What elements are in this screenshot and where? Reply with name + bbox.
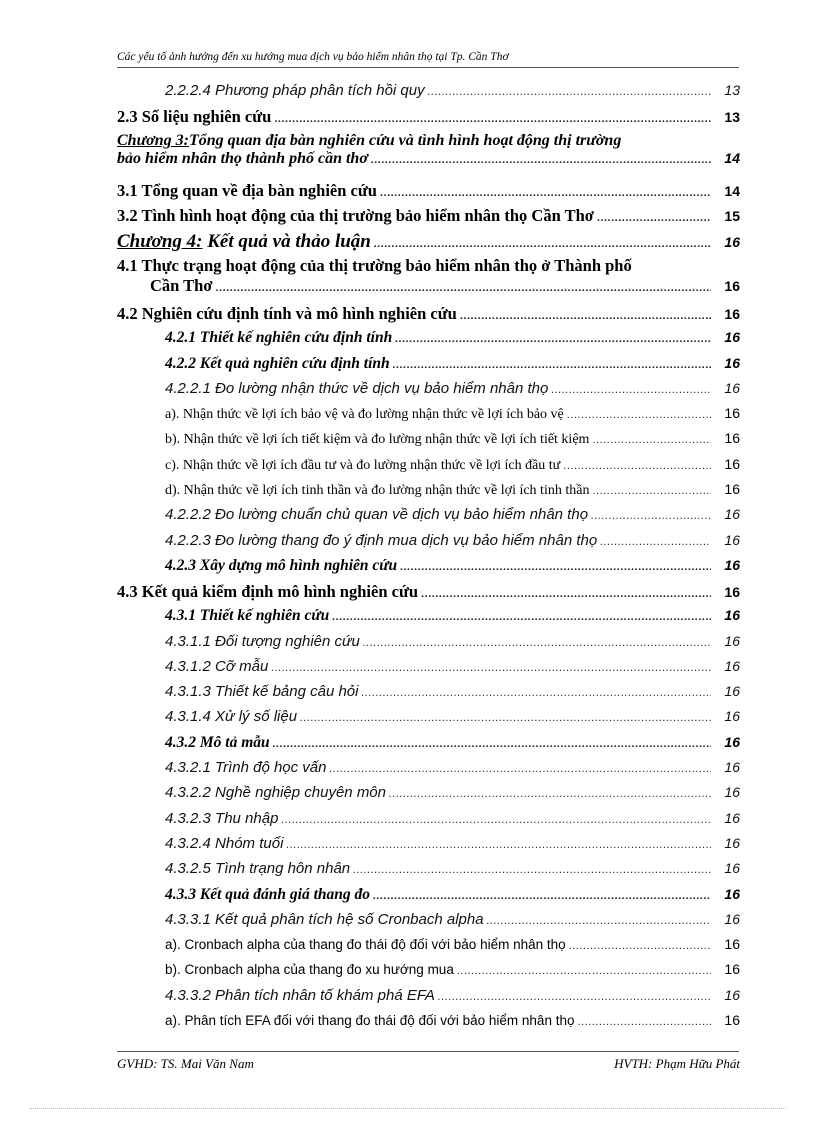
- dot-leader: [389, 788, 711, 800]
- toc-entry[interactable]: [117, 355, 740, 380]
- toc-entry[interactable]: [117, 658, 740, 683]
- toc-page-number: 16: [724, 860, 740, 877]
- toc-entry-label: d). Nhận thức về lợi ích tinh thần và đo lường nhận thức về lợi ích tinh thần: [165, 483, 590, 499]
- toc-page-number: 16: [724, 329, 740, 346]
- dot-leader: [374, 238, 711, 250]
- dot-leader: [400, 561, 711, 573]
- dot-leader: [597, 212, 711, 224]
- dot-leader: [591, 510, 711, 522]
- chapter-title: Tổng quan địa bàn nghiên cứu và tình hình hoạt động thị trường: [188, 132, 622, 150]
- toc-entry[interactable]: [117, 107, 740, 132]
- toc-entry[interactable]: [117, 231, 740, 256]
- toc-entry[interactable]: [117, 835, 740, 860]
- toc-entry[interactable]: [117, 708, 740, 733]
- toc-page-number: 16: [724, 733, 740, 750]
- toc-entry[interactable]: [117, 784, 740, 809]
- dot-leader: [373, 890, 711, 902]
- toc-page-number: 16: [724, 910, 740, 927]
- toc-page-number: 14: [724, 183, 740, 200]
- toc-page-number: 16: [724, 481, 740, 498]
- toc-page-number: 13: [724, 109, 740, 126]
- toc-entry[interactable]: [117, 82, 740, 107]
- toc-page-number: 16: [724, 885, 740, 902]
- toc-entry[interactable]: [117, 329, 740, 354]
- toc-page-number: 16: [724, 632, 740, 649]
- dot-leader: [592, 485, 711, 497]
- toc-entry-label: 3.2 Tình hình hoạt động của thị trường bảo hiểm nhân thọ Cần Thơ: [117, 206, 594, 226]
- toc-entry[interactable]: [117, 557, 740, 582]
- chapter-title-cont: bảo hiểm nhân thọ thành phố cần thơ: [117, 150, 368, 168]
- section-title: 4.1 Thực trạng hoạt động của thị trường bảo hiểm nhân thọ ở Thành phố: [117, 256, 632, 276]
- toc-entry-label: 4.3.2 Mô tả mẫu: [165, 733, 270, 751]
- toc-entry-label: 4.3.1 Thiết kế nghiên cứu: [165, 607, 330, 625]
- toc-entry-label: 4.3.1.1 Đối tượng nghiên cứu: [165, 632, 360, 650]
- toc-entry[interactable]: [117, 532, 740, 557]
- toc-entry[interactable]: [117, 683, 740, 708]
- toc-page-number: 16: [724, 531, 740, 548]
- toc-entry[interactable]: [117, 734, 740, 759]
- dot-leader: [300, 712, 711, 724]
- toc-page-number: 16: [724, 986, 740, 1003]
- toc-entry-label: 4.3.2.2 Nghề nghiệp chuyên môn: [165, 784, 386, 802]
- toc-entry-label: 4.3 Kết quả kiểm định mô hình nghiên cứu: [117, 582, 419, 602]
- header-divider: [117, 67, 739, 68]
- toc-entry[interactable]: [117, 430, 740, 455]
- toc-page-number: 16: [724, 455, 740, 472]
- toc-page-number: 13: [724, 82, 740, 98]
- toc-entry[interactable]: [117, 304, 740, 329]
- toc-page-number: 16: [724, 961, 740, 978]
- toc-page-number: 16: [724, 1012, 740, 1029]
- toc-page-number: 16: [724, 556, 740, 573]
- dot-leader: [271, 662, 711, 674]
- dot-leader: [457, 965, 711, 977]
- page-edge: [30, 1108, 786, 1109]
- toc-page-number: 16: [724, 657, 740, 674]
- toc-page-number: 16: [724, 430, 740, 447]
- dot-leader: [600, 536, 711, 548]
- dot-leader: [577, 1016, 711, 1028]
- toc-entry-label: 2.2.2.4 Phương pháp phân tích hồi quy: [165, 82, 425, 99]
- toc-entry-label: a). Nhận thức về lợi ích bảo vệ và đo lường nhận thức về lợi ích bảo vệ: [165, 407, 564, 423]
- toc-entry-label: b). Cronbach alpha của thang đo xu hướng mua: [165, 962, 454, 978]
- toc-entry-label: 4.3.2.3 Thu nhập: [165, 809, 279, 827]
- section-title-cont: Cần Thơ: [150, 276, 213, 296]
- dot-leader: [563, 460, 711, 472]
- toc-entry[interactable]: [117, 987, 740, 1012]
- dot-leader: [487, 915, 711, 927]
- toc-entry[interactable]: [117, 911, 740, 936]
- chapter-number: Chương 3:: [117, 132, 189, 150]
- dot-leader: [460, 310, 711, 322]
- toc-page-number: 16: [724, 834, 740, 851]
- toc-entry[interactable]: [117, 506, 740, 531]
- dot-leader: [363, 637, 711, 649]
- toc-entry-label: 4.3.2.1 Trình độ học vấn: [165, 759, 327, 777]
- toc-entry-label: c). Nhận thức về lợi ích đầu tư và đo lường nhận thức về lợi ích đầu tư: [165, 457, 561, 473]
- toc-page-number: 16: [724, 584, 740, 601]
- toc-page-number: 16: [724, 809, 740, 826]
- dot-leader: [274, 113, 711, 125]
- toc-entry[interactable]: [117, 759, 740, 784]
- toc-entry[interactable]: [117, 810, 740, 835]
- toc-page-number: 16: [724, 607, 740, 624]
- footer-student: HVTH: Phạm Hữu Phát: [614, 1056, 740, 1071]
- toc-entry-label: 2.3 Số liệu nghiên cứu: [117, 107, 272, 127]
- dot-leader: [393, 359, 711, 371]
- toc-entry-label: 4.3.3.2 Phân tích nhân tố khám phá EFA: [165, 986, 435, 1004]
- toc-page-number: 15: [724, 208, 740, 225]
- toc-entry[interactable]: [117, 256, 740, 304]
- toc-page-number: 16: [724, 354, 740, 371]
- toc-entry[interactable]: [117, 181, 740, 206]
- toc-page-number: 16: [724, 379, 740, 396]
- toc-entry-label: 4.2.2 Kết quả nghiên cứu định tính: [165, 354, 390, 372]
- dot-leader: [380, 187, 711, 199]
- toc-page-number: 14: [724, 150, 740, 167]
- toc-entry[interactable]: [117, 860, 740, 885]
- dot-leader: [551, 384, 711, 396]
- toc-entry-label: b). Nhận thức về lợi ích tiết kiệm và đo lường nhận thức về lợi ích tiết kiệm: [165, 432, 590, 448]
- toc-entry-label: 4.3.1.2 Cỡ mẫu: [165, 657, 269, 675]
- toc-entry-label: 3.1 Tổng quan về địa bàn nghiên cứu: [117, 181, 377, 201]
- running-header: Các yếu tố ảnh hưởng đến xu hướng mua dịch vụ bảo hiểm nhân thọ tại Tp. Cần Thơ: [117, 51, 509, 63]
- chapter-title: Kết quả và thảo luận: [202, 231, 371, 253]
- toc-entry-label: 4.2.2.3 Đo lường thang đo ý định mua dịch vụ bảo hiểm nhân thọ: [165, 531, 598, 549]
- chapter-number: Chương 4:: [117, 231, 203, 253]
- toc-entry-label: 4.3.1.4 Xử lý số liệu: [165, 708, 298, 726]
- toc-entry-label: 4.3.1.3 Thiết kế bảng câu hỏi: [165, 683, 359, 701]
- dot-leader: [428, 86, 711, 98]
- toc-entry[interactable]: [117, 206, 740, 231]
- toc-page-number: 16: [724, 759, 740, 776]
- toc-entry[interactable]: [117, 481, 740, 506]
- toc-entry-label: 4.3.2.4 Nhóm tuổi: [165, 834, 284, 852]
- toc-entry[interactable]: [117, 405, 740, 430]
- toc-entry-label: 4.3.2.5 Tình trạng hôn nhân: [165, 860, 351, 878]
- toc-entry[interactable]: [117, 582, 740, 607]
- footer-supervisor: GVHD: TS. Mai Văn Nam: [117, 1056, 254, 1071]
- toc-entry[interactable]: [117, 886, 740, 911]
- toc-entry[interactable]: [117, 456, 740, 481]
- toc-page-number: 16: [724, 683, 740, 700]
- toc-entry-label: 4.3.3 Kết quả đánh giá thang đo: [165, 885, 370, 903]
- dot-leader: [281, 814, 711, 826]
- toc-entry-label: 4.2.3 Xây dựng mô hình nghiên cứu: [165, 556, 398, 574]
- dot-leader: [273, 738, 711, 750]
- toc-entry-label: a). Phân tích EFA đối với thang đo thái độ đối với bảo hiểm nhân thọ: [165, 1013, 575, 1029]
- toc-page-number: 16: [724, 936, 740, 953]
- dot-leader: [361, 687, 711, 699]
- toc-page-number: 16: [724, 278, 740, 295]
- table-of-contents: [117, 82, 740, 1037]
- toc-entry-label: 4.2 Nghiên cứu định tính và mô hình nghiên cứu: [117, 304, 457, 324]
- dot-leader: [332, 611, 711, 623]
- dot-leader: [371, 154, 711, 166]
- dot-leader: [353, 864, 711, 876]
- toc-entry-label: 4.2.2.1 Đo lường nhận thức về dịch vụ bảo hiểm nhân thọ: [165, 379, 549, 397]
- dot-leader: [330, 763, 712, 775]
- dot-leader: [592, 434, 711, 446]
- toc-page-number: 16: [724, 506, 740, 523]
- toc-entry-label: 4.3.3.1 Kết quả phân tích hệ số Cronbach alpha: [165, 910, 484, 928]
- footer-divider: [117, 1051, 739, 1052]
- toc-entry[interactable]: [117, 633, 740, 658]
- toc-page-number: 16: [724, 306, 740, 323]
- toc-page-number: 16: [724, 784, 740, 801]
- toc-page-number: 16: [724, 234, 740, 251]
- dot-leader: [438, 991, 711, 1003]
- dot-leader: [569, 940, 711, 952]
- toc-entry-label: 4.2.1 Thiết kế nghiên cứu định tính: [165, 329, 393, 347]
- toc-entry-label: a). Cronbach alpha của thang đo thái độ đối với bảo hiểm nhân thọ: [165, 937, 566, 953]
- toc-page-number: 16: [724, 405, 740, 422]
- dot-leader: [286, 839, 711, 851]
- toc-entry[interactable]: [117, 936, 740, 961]
- dot-leader: [421, 588, 711, 600]
- toc-entry-label: 4.2.2.2 Đo lường chuẩn chủ quan về dịch vụ bảo hiểm nhân thọ: [165, 506, 589, 524]
- dot-leader: [567, 409, 711, 421]
- toc-entry[interactable]: [117, 961, 740, 986]
- toc-entry[interactable]: [117, 607, 740, 632]
- toc-entry[interactable]: [117, 1012, 740, 1037]
- dot-leader: [216, 282, 712, 294]
- toc-entry[interactable]: [117, 132, 740, 181]
- toc-entry[interactable]: [117, 380, 740, 405]
- toc-page-number: 16: [724, 708, 740, 725]
- dot-leader: [395, 333, 711, 345]
